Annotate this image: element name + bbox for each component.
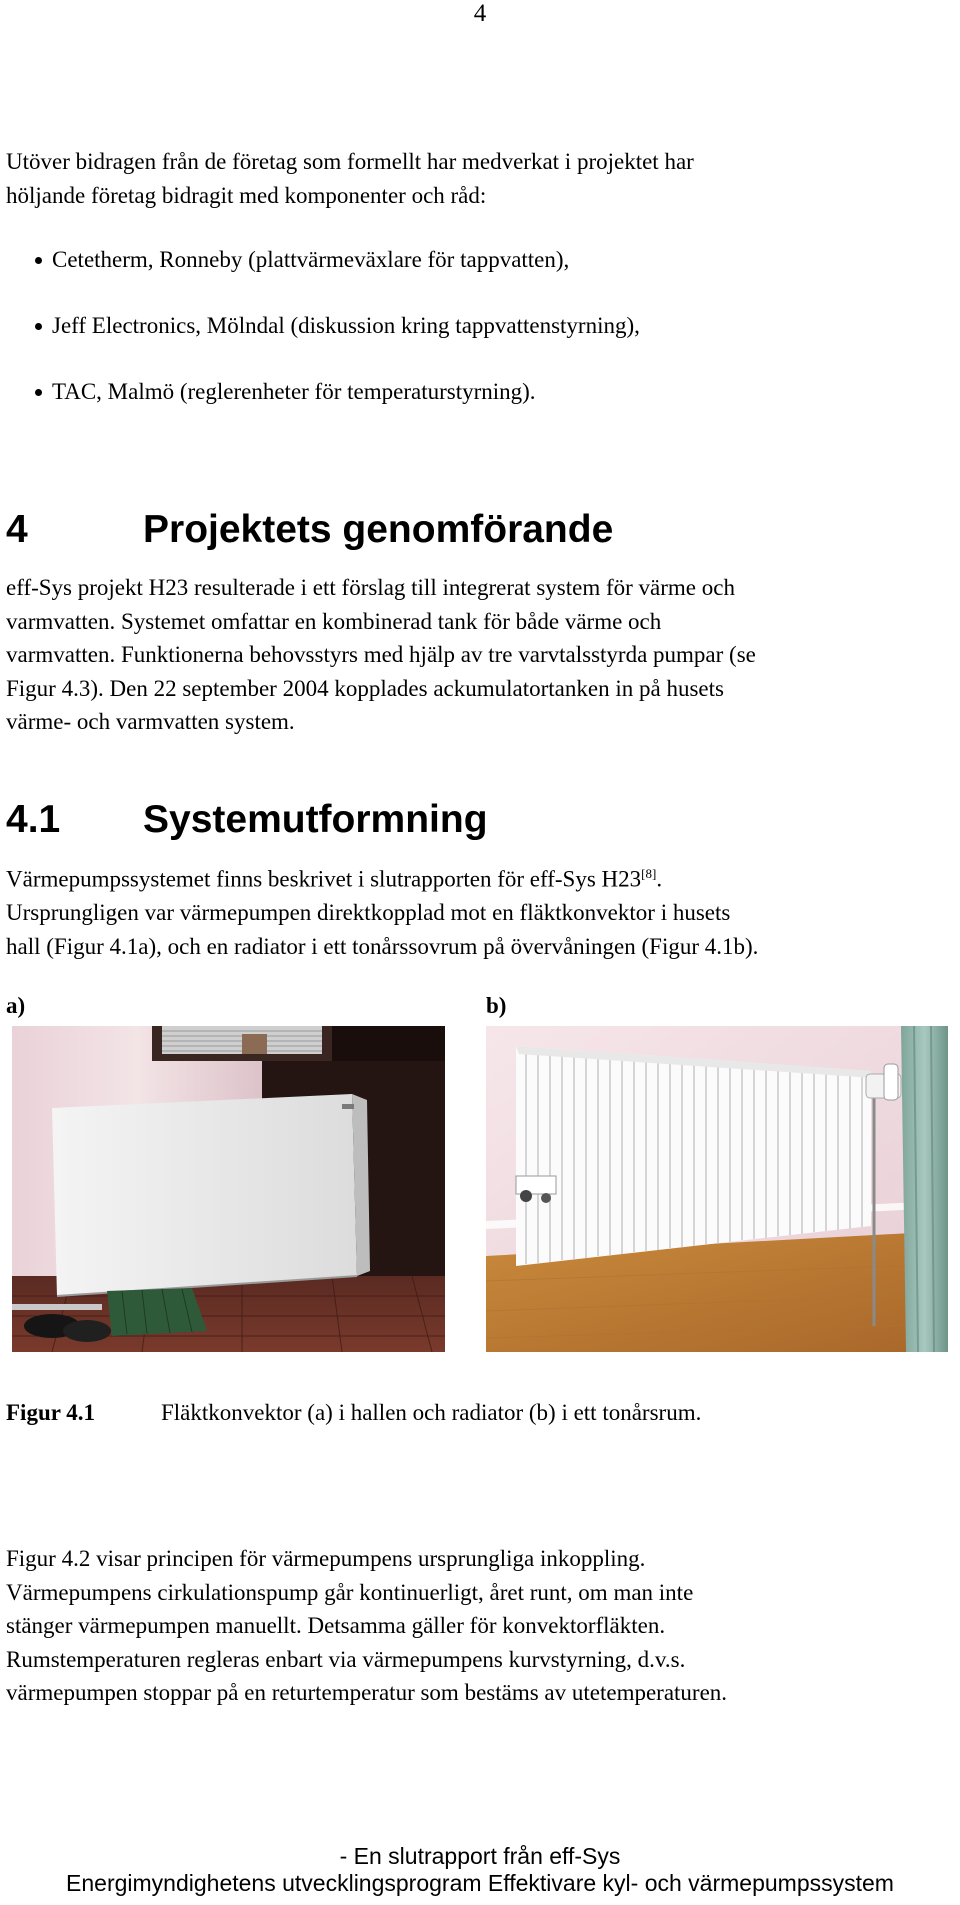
subsection-heading: [6, 798, 951, 846]
subsection-title: Systemutformning: [143, 798, 488, 841]
section-number: 4: [6, 508, 28, 551]
fan-convector-photo: [12, 1026, 445, 1352]
intro-paragraph: [6, 145, 951, 212]
figure-caption-text: Fläktkonvektor (a) i hallen och radiator (b) i ett tonårsrum.: [161, 1400, 702, 1425]
figure-label-a: a): [6, 993, 26, 1018]
paragraph-line: Figur 4.3). Den 22 september 2004 kopplades ackumulatortanken in på husets: [6, 675, 724, 701]
paragraph-line: Värmepumpssystemet finns beskrivet i slutrapporten för eff-Sys H23[8].: [6, 866, 663, 892]
bullet-icon: [35, 257, 42, 264]
paragraph-line: Värmepumpens cirkulationspump går kontinuerligt, året runt, om man inte: [6, 1579, 694, 1605]
footer-line: - En slutrapport från eff-Sys: [339, 1843, 621, 1869]
bullet-icon: [35, 389, 42, 396]
page-number: 4: [473, 0, 487, 27]
closing-paragraph: [6, 1542, 951, 1710]
paragraph-line: Rumstemperaturen regleras enbart via värmepumpens kurvstyrning, d.v.s.: [6, 1646, 686, 1672]
paragraph-line: Ursprungligen var värmepumpen direktkopplad mot en fläktkonvektor i husets: [6, 900, 731, 926]
reference-marker: [8]: [641, 866, 657, 881]
section-title: Projektets genomförande: [143, 508, 614, 551]
contributor-list: [12, 243, 640, 441]
footer-line: Energimyndighetens utvecklingsprogram Effektivare kyl- och värmepumpssystem: [66, 1870, 894, 1896]
list-item: TAC, Malmö (reglerenheter för temperaturstyrning).: [12, 375, 640, 441]
intro-line: Utöver bidragen från de företag som formellt har medverkat i projektet har: [6, 149, 694, 174]
section-heading: [6, 508, 951, 556]
list-item: Jeff Electronics, Mölndal (diskussion kring tappvattenstyrning),: [12, 309, 640, 375]
page-footer: [0, 1843, 960, 1897]
bullet-icon: [35, 323, 42, 330]
subsection-number: 4.1: [6, 798, 61, 841]
paragraph-line: eff-Sys projekt H23 resulterade i ett förslag till integrerat system för värme och: [6, 575, 735, 600]
paragraph-line: stänger värmepumpen manuellt. Detsamma gäller för konvektorfläkten.: [6, 1613, 666, 1638]
list-item: Cetetherm, Ronneby (plattvärmeväxlare för tappvatten),: [12, 243, 640, 309]
intro-line: höljande företag bidragit med komponenter och råd:: [6, 182, 487, 208]
paragraph-line: hall (Figur 4.1a), och en radiator i ett tonårssovrum på övervåningen (Figur 4.1b).: [6, 933, 759, 959]
paragraph-line: varmvatten. Systemet omfattar en kombinerad tank för både värme och: [6, 608, 662, 634]
paragraph-line: värmepumpen stoppar på en returtemperatur som bestäms av utetemperaturen.: [6, 1680, 728, 1705]
paragraph-line: värme- och varmvatten system.: [6, 709, 295, 734]
section-paragraph: [6, 571, 951, 739]
radiator-photo: [486, 1026, 948, 1352]
paragraph-line: varmvatten. Funktionerna behovsstyrs med hjälp av tre varvtalsstyrda pumpar (se: [6, 642, 756, 667]
figure-label-b: b): [486, 993, 507, 1018]
subsection-paragraph: [6, 857, 951, 963]
figure-caption-label: Figur 4.1: [6, 1400, 96, 1425]
paragraph-line: Figur 4.2 visar principen för värmepumpens ursprungliga inkoppling.: [6, 1546, 646, 1571]
